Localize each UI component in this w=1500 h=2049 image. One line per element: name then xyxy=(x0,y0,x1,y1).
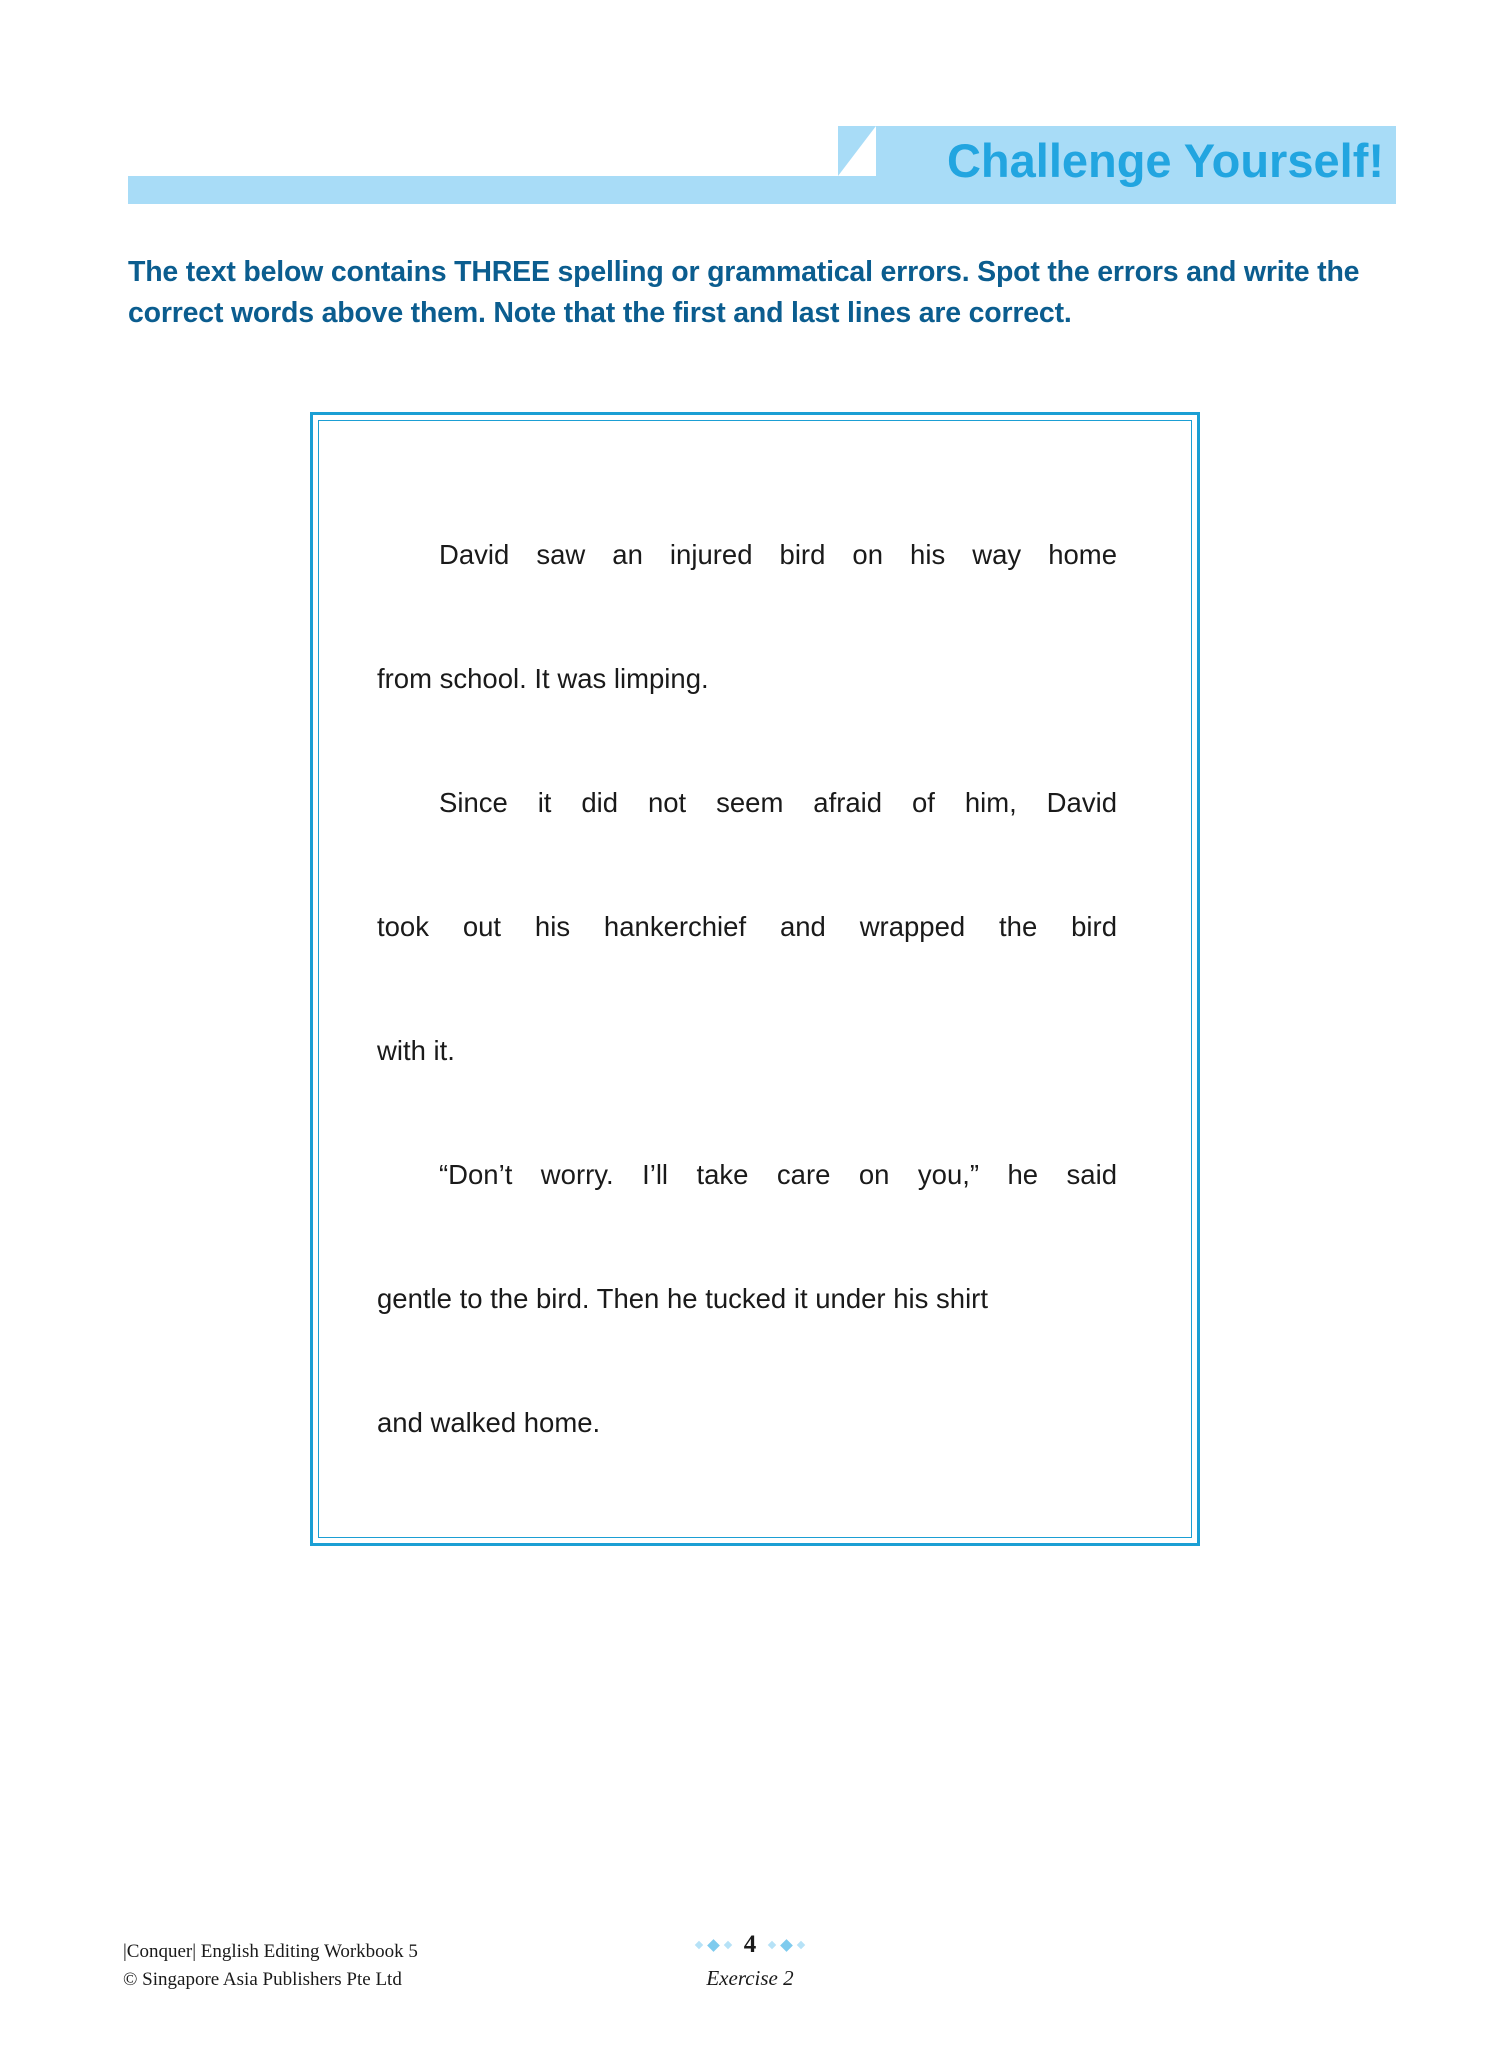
passage-line: gentle to the bird. Then he tucked it under his shirt xyxy=(377,1283,988,1314)
passage-line: from school. It was limping. xyxy=(377,663,709,694)
passage-box xyxy=(310,412,1200,1546)
diamond-icon xyxy=(707,1939,720,1952)
instruction-text: The text below contains THREE spelling or grammatical errors. Spot the errors and write the correct words above them. Note that the first and last lines are correct. xyxy=(128,256,1360,329)
passage-line: “Don’t worry. I’ll take care on you,” he said xyxy=(439,1159,1117,1190)
diamond-icon xyxy=(724,1941,732,1949)
diamond-icon xyxy=(797,1941,805,1949)
diamond-icon xyxy=(695,1941,703,1949)
passage-line: took out his hankerchief and wrapped the bird xyxy=(377,911,1117,942)
passage-line: and walked home. xyxy=(377,1407,601,1438)
page-title: Challenge Yourself! xyxy=(946,134,1384,187)
passage-line: Since it did not seem afraid of him, David xyxy=(439,787,1117,818)
footer-copyright: © Singapore Asia Publishers Pte Ltd xyxy=(123,1969,402,1990)
diamond-icon xyxy=(768,1941,776,1949)
footer-center xyxy=(0,1930,1500,1991)
passage-inner-border xyxy=(318,420,1192,1538)
diamond-icon xyxy=(780,1939,793,1952)
page-number-row xyxy=(0,1930,1500,1960)
banner-notch-shape xyxy=(128,126,838,176)
passage-line: with it. xyxy=(377,1035,455,1066)
exercise-label: Exercise 2 xyxy=(706,1966,794,1990)
passage-line: David saw an injured bird on his way home xyxy=(439,539,1117,570)
footer-book-title: |Conquer| English Editing Workbook 5 xyxy=(123,1941,418,1962)
passage-text xyxy=(377,493,1117,1485)
header-banner xyxy=(128,126,1396,204)
page-number: 4 xyxy=(743,1931,757,1958)
